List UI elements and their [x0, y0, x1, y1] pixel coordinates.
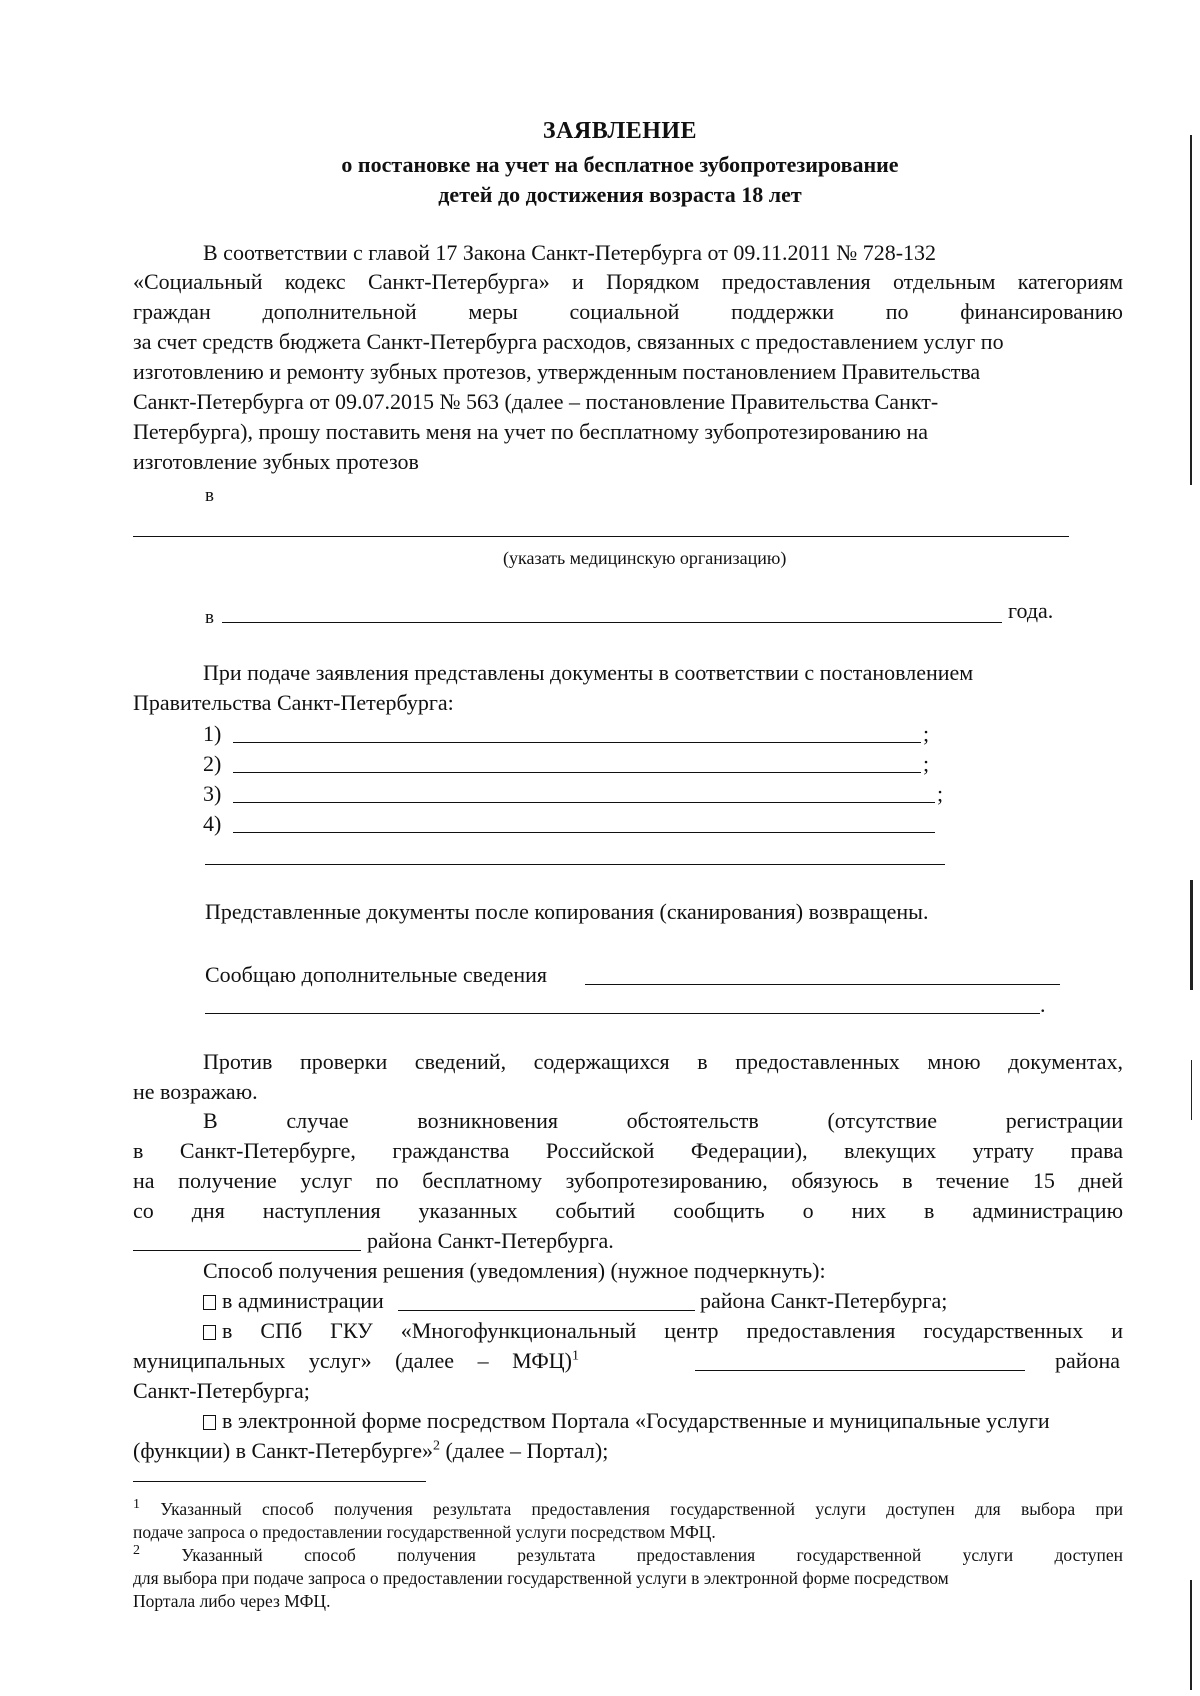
document-item-4-number: 4) — [203, 811, 222, 836]
document-extra-line[interactable] — [205, 864, 945, 865]
admin-district-line[interactable] — [398, 1310, 695, 1311]
footnote-1-text: Указанный способ получения результата предоставления государственной услуги доступен для выбора при — [160, 1499, 1123, 1519]
medical-org-caption: (указать медицинскую организацию) — [503, 548, 787, 568]
documents-returned-text: Представленные документы после копирования (сканирования) возвращены. — [205, 899, 929, 924]
method-option-mfc-line1 — [203, 1316, 1123, 1346]
obligation-district: района Санкт-Петербурга. — [367, 1228, 614, 1253]
obligation-line-2: в Санкт-Петербурге, гражданства Российской Федерации), влекущих утрату права — [133, 1138, 1123, 1163]
method-option-mfc-suffix: района — [1055, 1348, 1121, 1373]
footnote-1-mark: 1 — [133, 1497, 140, 1513]
document-title: ЗАЯВЛЕНИЕ — [542, 118, 698, 144]
document-item-1-line[interactable] — [233, 742, 921, 743]
document-subtitle-line2: детей до достижения возраста 18 лет — [438, 182, 802, 207]
scan-edge-mark-2 — [1190, 880, 1193, 990]
document-item-1-number: 1) — [203, 721, 222, 746]
method-heading: Способ получения решения (уведомления) (нужное подчеркнуть): — [203, 1258, 826, 1283]
medical-org-prefix: в — [205, 485, 214, 506]
footnote-separator — [133, 1481, 426, 1482]
portal-checkbox[interactable] — [203, 1415, 216, 1430]
method-option-mfc-line2-text: муниципальных услуг» (далее – МФЦ) — [133, 1348, 572, 1373]
year-input-line[interactable] — [222, 622, 1002, 623]
document-subtitle-line1: о постановке на учет на бесплатное зубопротезирование — [341, 152, 899, 177]
method-option-mfc[interactable] — [203, 1316, 1123, 1346]
method-option-portal-line2-end: (далее – Портал); — [439, 1438, 609, 1463]
mfc-checkbox[interactable] — [203, 1325, 216, 1340]
scan-edge-mark-3 — [1191, 1060, 1192, 1120]
intro-line-1: В соответствии с главой 17 Закона Санкт-Петербурга от 09.11.2011 № 728-132 — [203, 240, 937, 265]
document-item-4-line[interactable] — [233, 832, 935, 833]
method-option-portal-line1: в электронной форме посредством Портала «Государственные и муниципальные услуги — [222, 1408, 1050, 1433]
document-item-2-line[interactable] — [233, 772, 921, 773]
intro-line-2: «Социальный кодекс Санкт-Петербурга» и Порядком предоставления отдельным категориям — [133, 269, 1123, 294]
admin-checkbox[interactable] — [203, 1295, 216, 1310]
additional-info-line-2[interactable] — [205, 1013, 1040, 1014]
year-field-prefix: в — [205, 607, 214, 628]
intro-line-3 — [133, 297, 1123, 327]
footnote-ref-1[interactable]: 1 — [571, 1348, 579, 1364]
footnote-ref-2[interactable]: 2 — [432, 1438, 440, 1454]
method-option-mfc-line2 — [133, 1346, 579, 1376]
additional-info-line-1[interactable] — [585, 984, 1060, 985]
documents-intro-line2: Правительства Санкт-Петербурга: — [133, 690, 454, 715]
intro-line-4: за счет средств бюджета Санкт-Петербурга расходов, связанных с предоставлением услуг по — [133, 329, 1004, 354]
obligation-district-line[interactable] — [133, 1250, 361, 1251]
intro-line-8: изготовление зубных протезов — [133, 449, 419, 474]
obligation-line-1 — [203, 1106, 1123, 1136]
consent-line-2: не возражаю. — [133, 1079, 258, 1104]
scan-edge-mark-1 — [1190, 135, 1192, 485]
intro-line-3-text: граждан дополнительной меры социальной поддержки по финансированию — [133, 299, 1123, 324]
document-item-2-end: ; — [923, 751, 930, 776]
method-option-portal-line2-text: (функции) в Санкт-Петербурге» — [133, 1438, 433, 1463]
method-option-admin[interactable] — [203, 1286, 384, 1316]
documents-intro-line1: При подаче заявления представлены документы в соответствии с постановлением — [203, 660, 974, 685]
method-option-mfc-text: в СПб ГКУ «Многофункциональный центр предоставления государственных и — [222, 1318, 1123, 1343]
method-option-admin-label: в администрации — [222, 1288, 384, 1313]
footnote-2-line3: Портала либо через МФЦ. — [133, 1591, 331, 1611]
intro-line-7: Петербурга), прошу поставить меня на учет по бесплатному зубопротезированию на — [133, 419, 929, 444]
year-field-suffix: года. — [1008, 598, 1054, 623]
method-option-admin-suffix: района Санкт-Петербурга; — [700, 1288, 948, 1313]
footnote-2-line2: для выбора при подаче запроса о предоставлении государственной услуги в электронной форме посредством — [133, 1568, 949, 1588]
document-item-1-end: ; — [923, 721, 930, 746]
method-option-portal[interactable] — [203, 1406, 1050, 1436]
obligation-line-4: со дня наступления указанных событий сообщить о них в администрацию — [133, 1198, 1123, 1223]
document-item-2-number: 2) — [203, 751, 222, 776]
additional-info-end: . — [1040, 992, 1046, 1017]
scan-edge-mark-4 — [1190, 1580, 1192, 1690]
obligation-line-1-text: В случае возникновения обстоятельств (отсутствие регистрации — [203, 1108, 1123, 1133]
consent-line-1 — [203, 1047, 1123, 1077]
document-item-3-line[interactable] — [233, 802, 935, 803]
footnote-2-line1-wrap — [133, 1544, 1123, 1567]
method-option-portal-line2 — [133, 1436, 608, 1466]
consent-line-1-text: Против проверки сведений, содержащихся в предоставленных мною документах, — [203, 1049, 1123, 1074]
document-item-3-number: 3) — [203, 781, 222, 806]
mfc-district-line[interactable] — [695, 1370, 1025, 1371]
intro-line-5: изготовлению и ремонту зубных протезов, утвержденным постановлением Правительства — [133, 359, 981, 384]
footnote-2-text: Указанный способ получения результата предоставления государственной услуги доступен — [181, 1545, 1123, 1565]
medical-org-input-line[interactable] — [133, 536, 1069, 537]
footnote-1-line1-wrap — [133, 1498, 1123, 1521]
obligation-line-3: на получение услуг по бесплатному зубопротезированию, обязуюсь в течение 15 дней — [133, 1168, 1123, 1193]
footnote-1-line1 — [133, 1498, 1123, 1521]
document-item-3-end: ; — [937, 781, 944, 806]
additional-info-label: Сообщаю дополнительные сведения — [205, 962, 548, 987]
footnote-2-line1 — [133, 1544, 1123, 1567]
footnote-2-mark: 2 — [133, 1543, 140, 1559]
intro-line-6: Санкт-Петербурга от 09.07.2015 № 563 (далее – постановление Правительства Санкт- — [133, 389, 939, 414]
footnote-1-line2: подаче запроса о предоставлении государственной услуги посредством МФЦ. — [133, 1522, 716, 1542]
method-option-mfc-line3: Санкт-Петербурга; — [133, 1378, 310, 1403]
